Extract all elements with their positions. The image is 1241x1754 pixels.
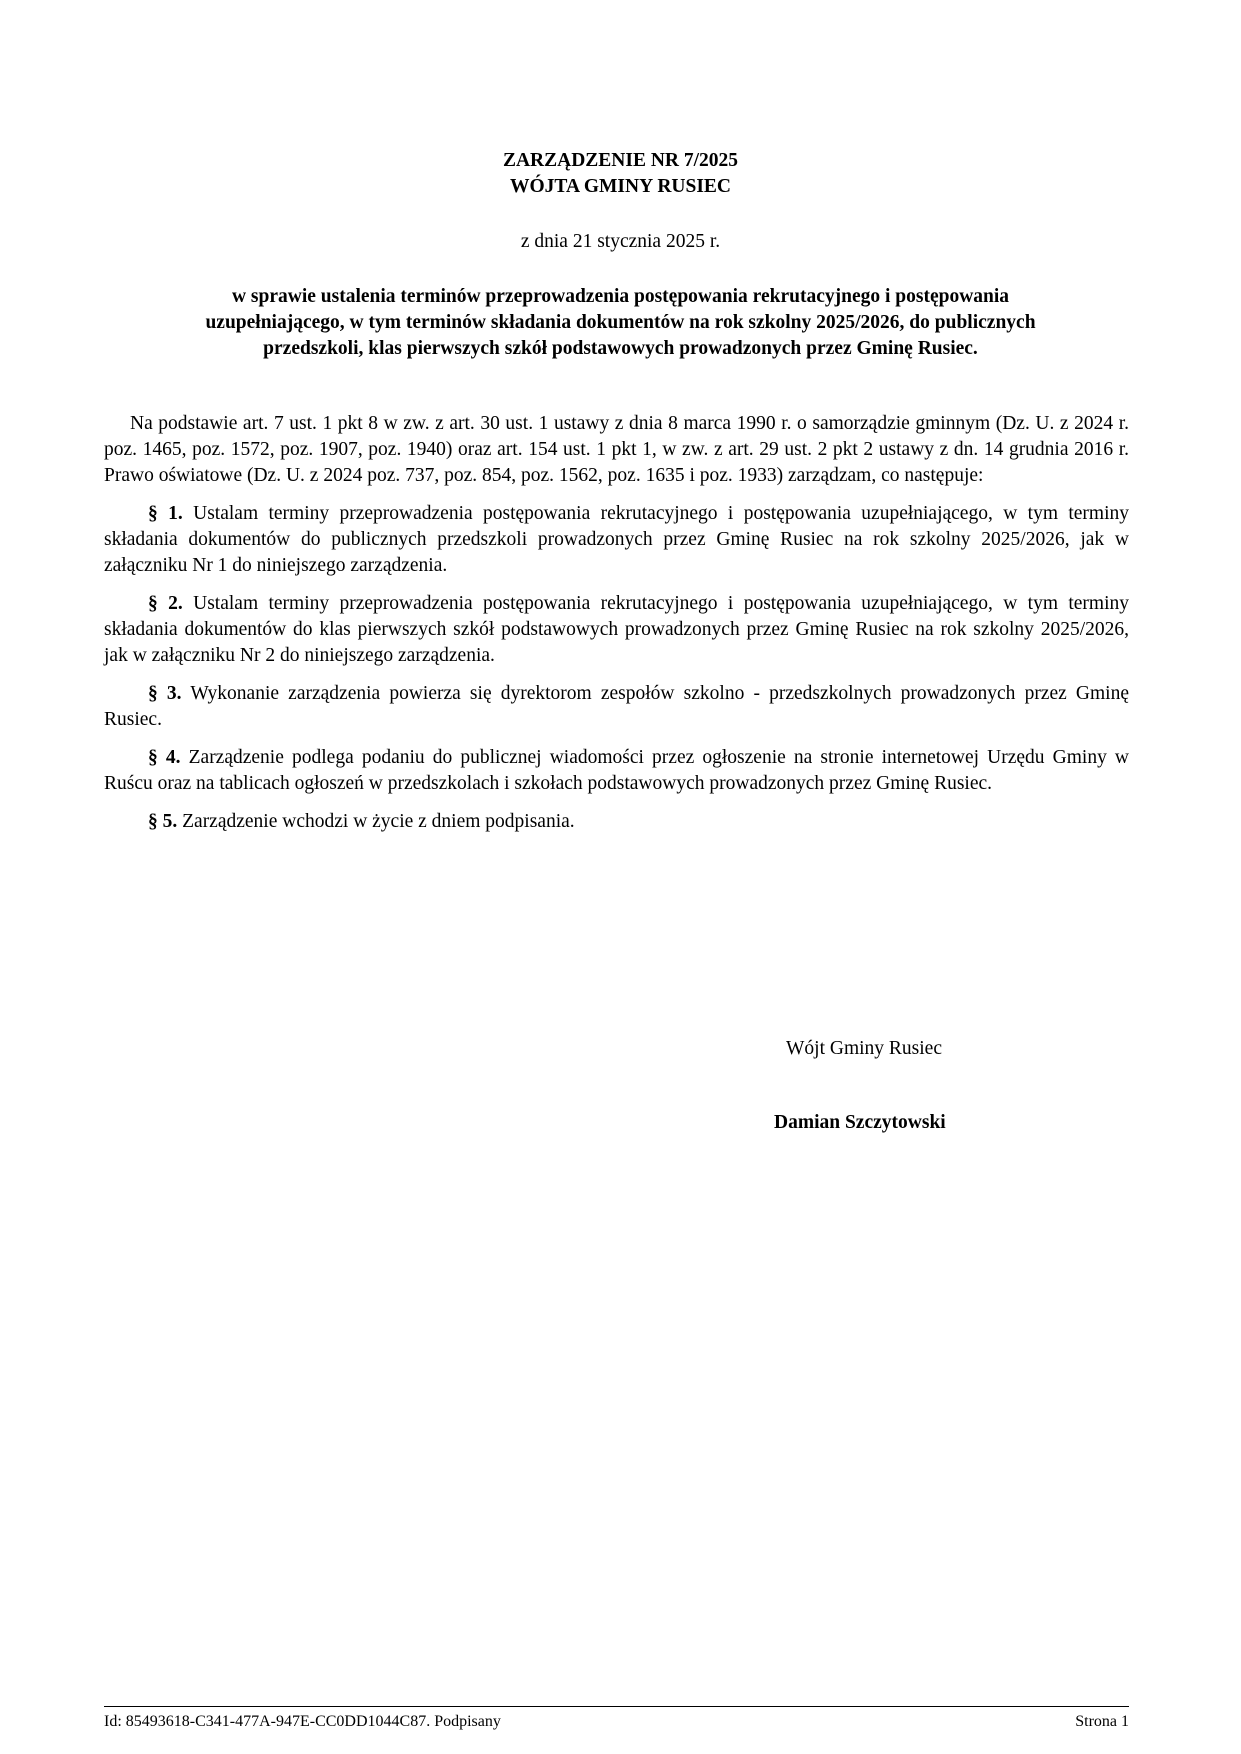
paragraph-number: § 2. bbox=[148, 593, 183, 614]
paragraph-2 bbox=[104, 591, 1129, 669]
paragraph-1 bbox=[104, 501, 1129, 579]
paragraph-number: § 3. bbox=[148, 683, 182, 704]
paragraph-4 bbox=[104, 745, 1129, 797]
paragraph-3 bbox=[104, 681, 1129, 733]
document-title bbox=[0, 148, 1241, 200]
subject-line-1: w sprawie ustalenia terminów przeprowadzenia postępowania rekrutacyjnego i postępowania bbox=[231, 286, 1010, 307]
signatory-role: Wójt Gminy Rusiec bbox=[786, 1038, 942, 1059]
legal-basis-preamble: Na podstawie art. 7 ust. 1 pkt 8 w zw. z art. 30 ust. 1 ustawy z dnia 8 marca 1990 r. o samorządzie gminnym (Dz. U. z 2024 r. poz. 1465, poz. 1572, poz. 1907, poz. 1940) oraz art. 154 ust. 1 pkt 1, w zw. z art. 29 ust. 2 pkt 2 ustawy z dn. 14 grudnia 2016 r. Prawo oświatowe (Dz. U. z 2024 poz. 737, poz. 854, poz. 1562, poz. 1635 i poz. 1933) zarządzam, co następuje: bbox=[104, 413, 1129, 486]
subject-line-3: przedszkoli, klas pierwszych szkół podstawowych prowadzonych przez Gminę Rusiec. bbox=[263, 338, 978, 359]
footer-page-number: Strona 1 bbox=[1075, 1713, 1129, 1730]
signatory-name: Damian Szczytowski bbox=[774, 1112, 946, 1133]
paragraph-text: Zarządzenie wchodzi w życie z dniem podpisania. bbox=[182, 811, 575, 832]
paragraph-number: § 4. bbox=[148, 747, 181, 768]
document-date: z dnia 21 stycznia 2025 r. bbox=[520, 231, 721, 252]
title-line-2: WÓJTA GMINY RUSIEC bbox=[509, 176, 732, 197]
subject-line-2: uzupełniającego, w tym terminów składania dokumentów na rok szkolny 2025/2026, do publicznych bbox=[205, 312, 1036, 333]
paragraph-text: Ustalam terminy przeprowadzenia postępowania rekrutacyjnego i postępowania uzupełniającego, w tym terminy składania dokumentów do publicznych przedszkoli prowadzonych przez Gminę Rusiec na rok szkolny 2025/2026, jak w załączniku Nr 1 do niniejszego zarządzenia. bbox=[104, 503, 1130, 576]
footer-divider bbox=[104, 1706, 1129, 1707]
footer-document-id: Id: 85493618-C341-477A-947E-CC0DD1044C87. Podpisany bbox=[104, 1713, 501, 1730]
paragraph-text: Zarządzenie podlega podaniu do publicznej wiadomości przez ogłoszenie na stronie internetowej Urzędu Gminy w Ruścu oraz na tablicach ogłoszeń w przedszkolach i szkołach podstawowych prowadzonych przez Gminę Rusiec. bbox=[104, 747, 1130, 794]
paragraph-text: Ustalam terminy przeprowadzenia postępowania rekrutacyjnego i postępowania uzupełniającego, w tym terminy składania dokumentów do klas pierwszych szkół podstawowych prowadzonych przez Gminę Rusiec na rok szkolny 2025/2026, jak w załączniku Nr 2 do niniejszego zarządzenia. bbox=[104, 593, 1130, 666]
document-subject bbox=[112, 284, 1129, 362]
paragraph-5 bbox=[104, 809, 1129, 835]
title-line-1: ZARZĄDZENIE NR 7/2025 bbox=[502, 150, 739, 171]
paragraph-text: Wykonanie zarządzenia powierza się dyrektorom zespołów szkolno - przedszkolnych prowadzonych przez Gminę Rusiec. bbox=[104, 683, 1129, 730]
paragraph-number: § 5. bbox=[148, 811, 178, 832]
document-body bbox=[104, 411, 1129, 847]
paragraph-number: § 1. bbox=[148, 503, 183, 524]
